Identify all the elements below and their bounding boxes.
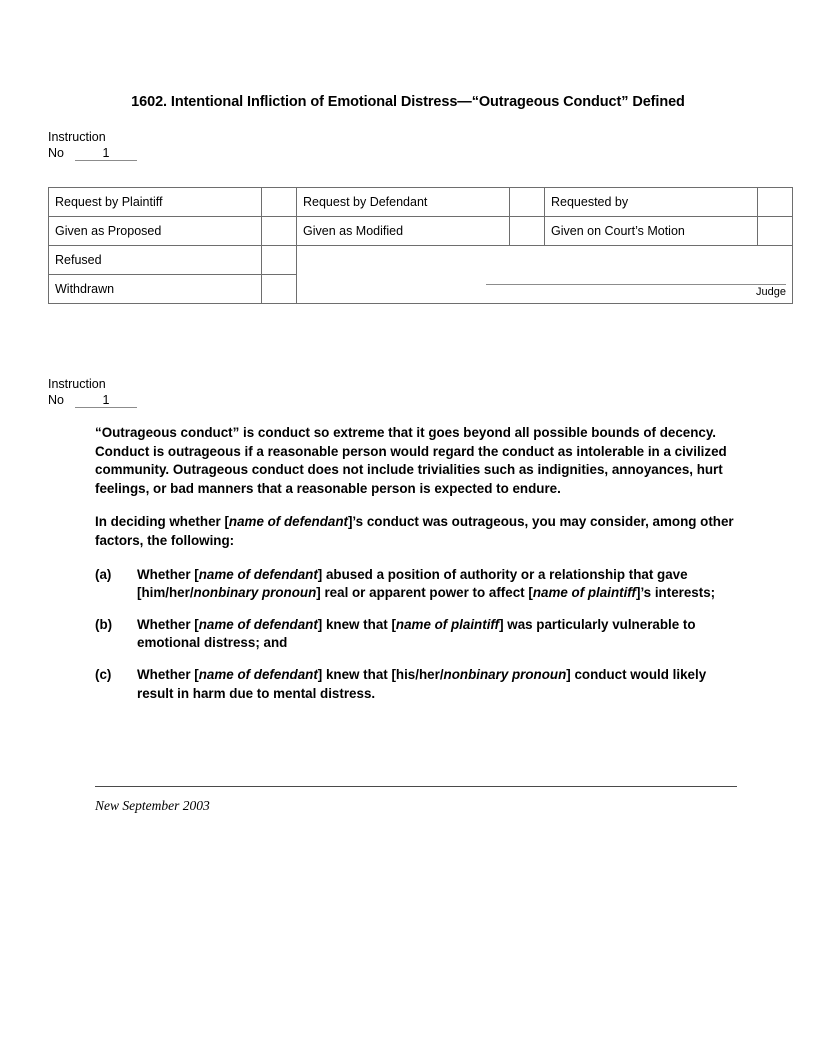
checkbox-given-as-proposed[interactable] bbox=[262, 217, 297, 246]
footer-revision-note: New September 2003 bbox=[95, 798, 210, 813]
instruction-no-field[interactable]: 1 bbox=[75, 393, 137, 408]
factors-list bbox=[95, 566, 740, 704]
static-text: Whether [ bbox=[137, 616, 199, 632]
cell-given-on-courts-motion: Given on Court’s Motion bbox=[545, 217, 758, 246]
disposition-table bbox=[48, 187, 793, 304]
placeholder-name-of-defendant: name of defendant bbox=[228, 514, 348, 530]
list-item-text bbox=[137, 566, 740, 603]
table-row bbox=[49, 188, 793, 217]
list-item-marker: (a) bbox=[95, 566, 112, 582]
static-text: ] conduct would likely result in harm due to mental distress. bbox=[137, 666, 707, 701]
static-text: ] knew that [ bbox=[317, 616, 396, 632]
cell-request-by-plaintiff: Request by Plaintiff bbox=[49, 188, 262, 217]
list-item-text bbox=[137, 666, 740, 703]
placeholder-text: name of plaintiff bbox=[395, 616, 500, 632]
cell-refused: Refused bbox=[49, 246, 262, 275]
paragraph-2-before: In deciding whether [ bbox=[95, 514, 229, 530]
list-item bbox=[95, 666, 740, 703]
checkbox-withdrawn[interactable] bbox=[262, 275, 297, 304]
instruction-number-header-top bbox=[48, 130, 137, 161]
list-item-text bbox=[137, 616, 740, 653]
static-text: ] was particularly vulnerable to emotional distress; and bbox=[137, 616, 696, 651]
instruction-number-row bbox=[48, 146, 137, 161]
body-paragraph-1: “Outrageous conduct” is conduct so extreme that it goes beyond all possible bounds of decency. Conduct is outrageous if a reasonable person would regard the conduct as intolerable in a civilized community. Outrageous conduct does not include trivialities such as indignities, annoyances, hurt feelings, or bad manners that a reasonable person is expected to endure. bbox=[95, 425, 727, 496]
cell-withdrawn: Withdrawn bbox=[49, 275, 262, 304]
cell-given-as-proposed: Given as Proposed bbox=[49, 217, 262, 246]
instruction-label: Instruction bbox=[48, 377, 106, 391]
checkbox-request-by-plaintiff[interactable] bbox=[262, 188, 297, 217]
list-item-marker: (b) bbox=[95, 616, 113, 632]
placeholder-text: nonbinary pronoun bbox=[443, 666, 567, 682]
cell-request-by-defendant: Request by Defendant bbox=[297, 188, 510, 217]
placeholder-text: name of defendant bbox=[198, 666, 318, 682]
instruction-no-label: No bbox=[48, 393, 64, 407]
checkbox-refused[interactable] bbox=[262, 246, 297, 275]
signature-block bbox=[486, 284, 786, 299]
table-row bbox=[49, 246, 793, 275]
judge-signature-area bbox=[297, 246, 793, 304]
body-paragraph-2 bbox=[95, 513, 740, 550]
instruction-no-field[interactable]: 1 bbox=[75, 146, 137, 161]
list-item bbox=[95, 616, 740, 653]
instruction-number-header-body bbox=[48, 377, 137, 408]
list-item-marker: (c) bbox=[95, 666, 112, 682]
static-text: ] abused a position of authority or a relationship that gave [him/her/ bbox=[137, 566, 688, 601]
page-title: 1602. Intentional Infliction of Emotional Distress—“Outrageous Conduct” Defined bbox=[131, 94, 685, 110]
signature-label: Judge bbox=[756, 286, 786, 298]
instruction-body bbox=[95, 424, 740, 716]
placeholder-text: name of defendant bbox=[198, 616, 318, 632]
table-row bbox=[49, 217, 793, 246]
static-text: Whether [ bbox=[137, 666, 199, 682]
placeholder-text: nonbinary pronoun bbox=[193, 585, 317, 601]
paragraph-2-after: ]’s conduct was outrageous, you may consider, among other factors, the following: bbox=[95, 514, 734, 548]
static-text: ]’s interests; bbox=[635, 585, 716, 601]
static-text: ] real or apparent power to affect [ bbox=[316, 585, 533, 601]
placeholder-text: name of plaintiff bbox=[532, 585, 636, 601]
checkbox-given-on-courts-motion[interactable] bbox=[758, 217, 793, 246]
static-text: ] knew that [his/her/ bbox=[317, 666, 444, 682]
checkbox-given-as-modified[interactable] bbox=[510, 217, 545, 246]
list-item bbox=[95, 566, 740, 603]
instruction-no-label: No bbox=[48, 146, 64, 160]
cell-requested-by: Requested by bbox=[545, 188, 758, 217]
instruction-number-row bbox=[48, 393, 137, 408]
placeholder-text: name of defendant bbox=[198, 566, 318, 582]
static-text: Whether [ bbox=[137, 566, 199, 582]
footer-divider bbox=[95, 786, 737, 787]
cell-given-as-modified: Given as Modified bbox=[297, 217, 510, 246]
checkbox-request-by-defendant[interactable] bbox=[510, 188, 545, 217]
checkbox-requested-by[interactable] bbox=[758, 188, 793, 217]
instruction-label: Instruction bbox=[48, 130, 106, 144]
